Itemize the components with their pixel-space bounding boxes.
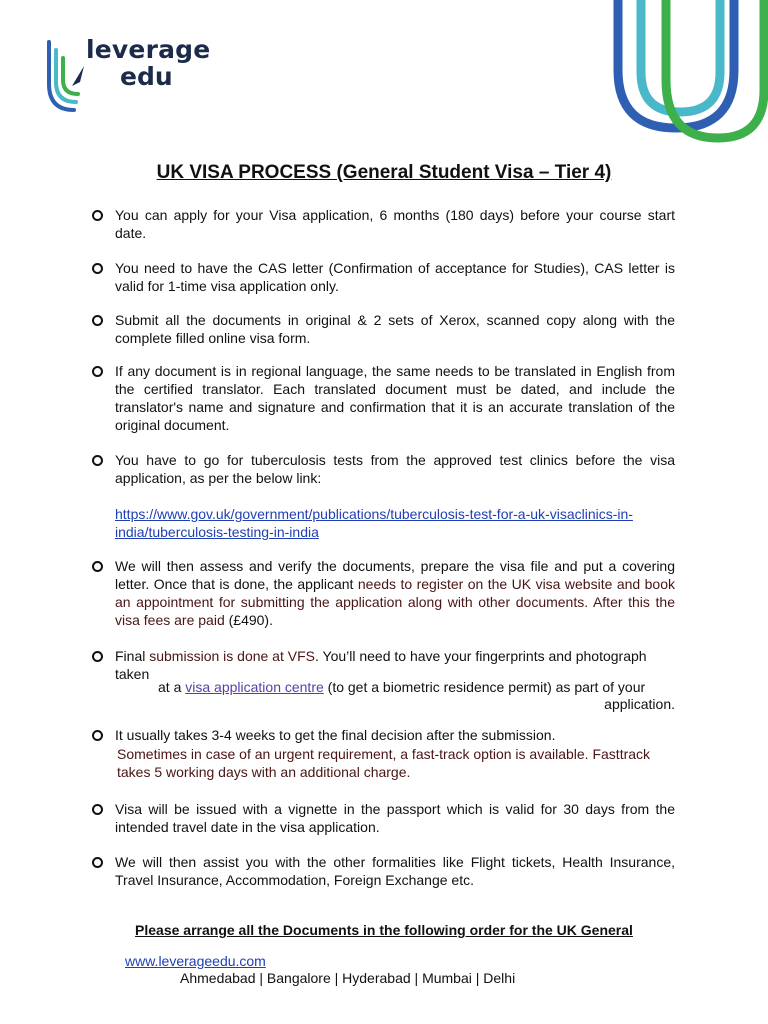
item-text: We will then assist you with the other formalities like Flight tickets, Health Insurance, Travel Insurance, Accommodation, Foreign Exchange etc. [115, 854, 675, 888]
item-line2-a: at a [158, 679, 186, 695]
corner-arcs-decoration [608, 0, 768, 150]
item-text: Visa will be issued with a vignette in the passport which is valid for 30 days from the intended travel date in the visa application. [115, 801, 675, 835]
bullet-icon [92, 455, 103, 466]
fasttrack-note: Sometimes in case of an urgent requirement, a fast-track option is available. Fasttrack takes 5 working days with an additional charge. [117, 746, 651, 780]
brand-line2: edu [120, 62, 173, 91]
website-link[interactable]: www.leverageedu.com [125, 953, 266, 969]
tb-link-line1[interactable]: https://www.gov.uk/government/publications/tuberculosis-test-for-a-uk-visaclinics-in- [115, 506, 633, 522]
leverage-edu-logo-icon [44, 36, 88, 116]
item-line2 [158, 678, 674, 696]
item-line3: application. [604, 696, 675, 712]
bullet-icon [92, 315, 103, 326]
item-text-a: Final [115, 648, 150, 664]
item-text-b: needs to register on the UK visa website and book an appointment for submitting the application along with other documents. After this the visa fees are paid [115, 576, 676, 628]
item-text: You can apply for your Visa application, 6 months (180 days) before your course start date. [115, 207, 675, 241]
item-text: You have to go for tuberculosis tests from the approved test clinics before the visa application, as per the below link: [115, 452, 675, 486]
bullet-icon [92, 804, 103, 815]
page-title: UK VISA PROCESS (General Student Visa – Tier 4) [156, 162, 612, 183]
item-text: It usually takes 3-4 weeks to get the final decision after the submission. [115, 727, 556, 743]
tb-test-link[interactable] [115, 505, 675, 541]
item-line2-b: (to get a biometric residence permit) as part of your [323, 679, 646, 695]
brand-wordmark [86, 36, 210, 90]
office-cities: Ahmedabad | Bangalore | Hyderabad | Mumbai | Delhi [180, 970, 516, 986]
bullet-icon [92, 561, 103, 572]
documents-order-heading: Please arrange all the Documents in the following order for the UK General [135, 922, 633, 938]
item-text-a: We will then assess and verify the documents, prepare the visa file and put a covering letter. Once that is done, the applicant [115, 558, 675, 592]
bullet-icon [92, 651, 103, 662]
bullet-icon [92, 366, 103, 377]
item-text-b: submission is done at VFS [149, 648, 315, 664]
bullet-icon [92, 857, 103, 868]
visa-centre-link[interactable]: visa application centre [185, 679, 324, 695]
bullet-icon [92, 263, 103, 274]
brand-line1: leverage [86, 35, 211, 64]
tb-link-line2[interactable]: india/tuberculosis-testing-in-india [115, 524, 319, 540]
item-text: If any document is in regional language, the same needs to be translated in English from the certified translator. Each translated document must be dated, and include the translator's name and signature and confirmation that it is an accurate translation of the original document. [115, 363, 675, 433]
item-text-c: . You’ll need to have your fingerprints and photograph taken [115, 648, 647, 682]
item-text-c: (£490). [224, 612, 273, 628]
item-text: Submit all the documents in original & 2 sets of Xerox, scanned copy along with the complete filled online visa form. [115, 312, 675, 346]
bullet-icon [92, 730, 103, 741]
item-text [115, 557, 675, 629]
bullet-icon [92, 210, 103, 221]
item-text: You need to have the CAS letter (Confirmation of acceptance for Studies), CAS letter is valid for 1-time visa application only. [115, 260, 675, 294]
